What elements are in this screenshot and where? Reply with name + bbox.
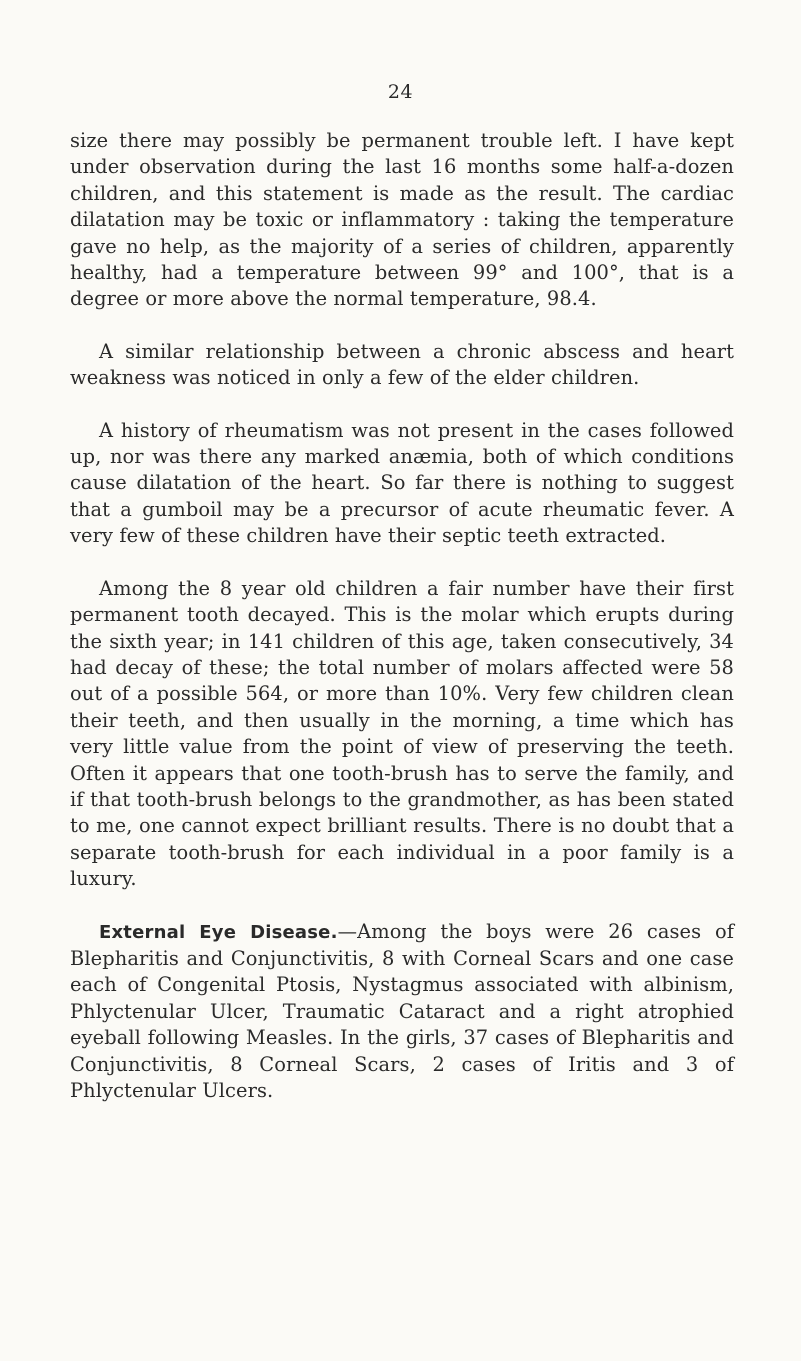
- paragraph-first-permanent-tooth: Among the 8 year old children a fair number have their first permanent tooth decayed. This is the molar which erupts during the sixth year; in 141 children of this age, taken consecutively, 34 had decay of these; the total number of molars affected were 58 out of a possible 564, or more than 10%. Very few children clean their teeth, and then usually in the morning, a time which has very little value from the point of view of preserving the teeth. Often it appears that one tooth-brush has to serve the family, and if that tooth-brush belongs to the grandmother, as has been stated to me, one cannot expect brilliant results. There is no doubt that a separate tooth-brush for each individual in a poor family is a luxury.: [70, 576, 734, 891]
- section-heading-external-eye-disease: External Eye Disease.: [99, 921, 338, 943]
- paragraph-rheumatism: A history of rheumatism was not present in the cases followed up, nor was there any marked anæmia, both of which conditions cause dilatation of the heart. So far there is nothing to suggest that a gumboil may be a precursor of acute rheumatic fever. A very few of these children have their septic teeth extracted.: [70, 418, 734, 548]
- paragraph-external-eye-disease: [70, 919, 734, 1105]
- paragraph-chronic-abscess: A similar relationship between a chronic abscess and heart weakness was noticed in only a few of the elder children.: [70, 339, 734, 390]
- paragraph-cardiac-dilatation: size there may possibly be permanent trouble left. I have kept under observation during the last 16 months some half-a-dozen children, and this statement is made as the result. The cardiac dilatation may be toxic or inflammatory : taking the temperature gave no help, as the majority of a series of children, apparently healthy, had a temperature between 99° and 100°, that is a degree or more above the normal temperature, 98.4.: [70, 129, 734, 311]
- page-number: 24: [387, 81, 414, 103]
- section-body-external-eye-disease: —Among the boys were 26 cases of Blepharitis and Conjunctivitis, 8 with Corneal Scars and one case each of Congenital Ptosis, Nystagmus associated with albinism, Phlyctenular Ulcer, Traumatic Cataract and a right atrophied eyeball following Measles. In the girls, 37 cases of Blepharitis and Conjunctivitis, 8 Corneal Scars, 2 cases of Iritis and 3 of Phlyctenular Ulcers.: [70, 919, 734, 1102]
- body-text: [70, 128, 734, 1104]
